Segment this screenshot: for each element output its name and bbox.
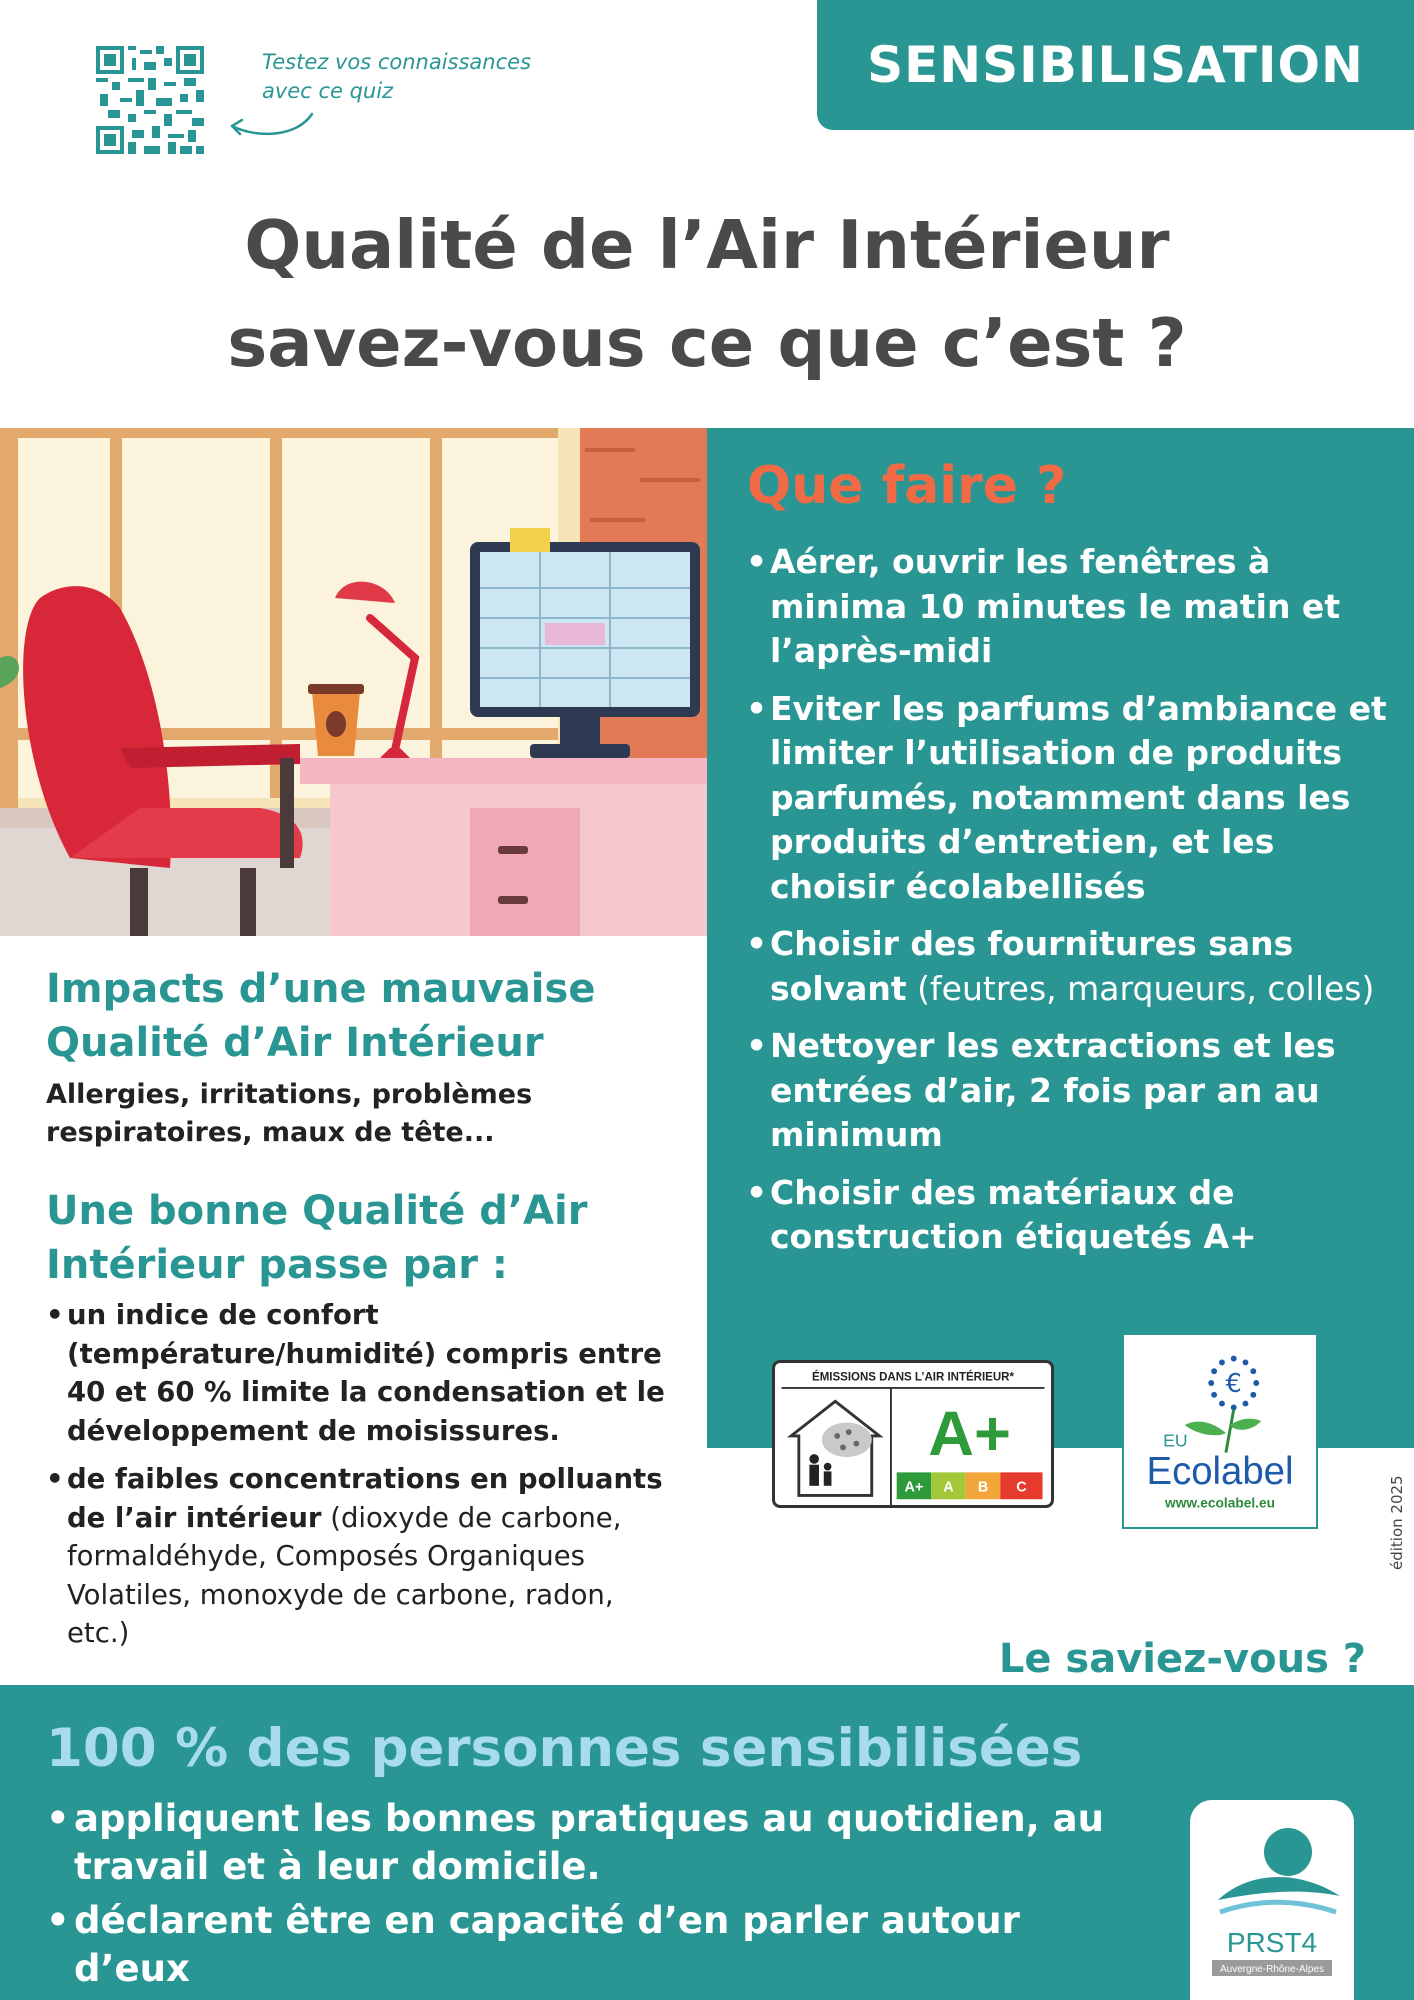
item-bold: Choisir des fournitures sans solvant (770, 924, 1294, 1008)
list-item (46, 1296, 666, 1450)
scale-c: C (1016, 1479, 1027, 1496)
arrow-icon (226, 108, 316, 142)
stat-heading: 100 % des personnes sensibilisées (46, 1718, 1083, 1779)
office-illustration (0, 428, 707, 936)
item-bold: Eviter les parfums d’ambiance et limiter l’utilisation de produits parfumés, notamment dans les produits d’entretien, et les choisir écolabellisés (770, 688, 1387, 906)
eco-eu: EU (1163, 1430, 1188, 1451)
impacts-text: Allergies, irritations, problèmes respiratoires, maux de tête... (46, 1079, 533, 1148)
good-air-list (46, 1296, 666, 1663)
item-bold: de faibles concentrations en polluants de l’air intérieur (67, 1463, 663, 1534)
title-line-1: Qualité de l’Air Intérieur (244, 206, 1170, 284)
eco-name: Ecolabel (1146, 1449, 1294, 1493)
list-item (746, 922, 1396, 1011)
quiz-line-1: Testez vos connaissances (262, 50, 532, 74)
good-air-heading: Une bonne Qualité d’Air Intérieur passe par : (46, 1188, 588, 1288)
item-bold: Nettoyer les extractions et les entrées d’air, 2 fois par an au minimum (770, 1026, 1336, 1154)
scale-b: B (977, 1479, 989, 1496)
emissions-label (772, 1360, 1054, 1508)
list-item: • déclarent être en capacité d’en parler autour d’eux (46, 1897, 1146, 1993)
quiz-invitation (262, 48, 531, 106)
section-tag: SENSIBILISATION (817, 0, 1414, 130)
list-item (746, 1024, 1396, 1158)
scale-aplus: A+ (904, 1479, 924, 1496)
item-bold: un indice de confort (température/humidité) compris entre 40 et 60 % limite la condensation et le développement de moisissures. (67, 1299, 665, 1447)
euro-symbol-icon: € (1225, 1368, 1242, 1399)
quiz-line-2: avec ce quiz (262, 79, 394, 103)
prst-region: Auvergne-Rhône-Alpes (1220, 1964, 1324, 1975)
list-item (746, 687, 1396, 910)
title-line-2: savez-vous ce que c’est ? (227, 304, 1187, 382)
prst-logo-box (1190, 1800, 1354, 2000)
prst-name: PRST4 (1226, 1927, 1318, 1958)
item-bold: Aérer, ouvrir les fenêtres à minima 10 minutes le matin et l’après-midi (770, 542, 1341, 670)
actions-list (746, 540, 1396, 1273)
did-you-know-heading: Le saviez-vous ? (998, 1636, 1366, 1682)
prst-logo (1190, 1800, 1354, 2000)
page-title (0, 196, 1414, 392)
impacts-heading: Impacts d’une mauvaise Qualité d’Air Intérieur (46, 966, 596, 1066)
list-item: • appliquent les bonnes pratiques au quotidien, au travail et à leur domicile. (46, 1795, 1146, 1891)
emissions-label-header: ÉMISSIONS DANS L’AIR INTÉRIEUR* (812, 1371, 1014, 1384)
scale-a: A (943, 1479, 954, 1496)
qr-code-icon[interactable] (96, 46, 204, 154)
item-light: (dioxyde de carbone, formaldéhyde, Composés Organiques Volatiles, monoxyde de carbone, radon, etc.) (67, 1501, 622, 1649)
aplus-grade: A+ (928, 1399, 1011, 1470)
list-item (746, 1171, 1396, 1260)
actions-heading: Que faire ? (747, 456, 1067, 516)
stat-list (46, 1795, 1146, 1999)
item-bold: Choisir des matériaux de construction étiquetés A+ (770, 1172, 1257, 1256)
eco-url: www.ecolabel.eu (1165, 1495, 1275, 1511)
item-light: (feutres, marqueurs, colles) (906, 968, 1375, 1008)
edition-note: édition 2025 (1388, 1475, 1406, 1570)
list-item (746, 540, 1396, 674)
list-item (46, 1460, 666, 1653)
ecolabel-logo (1122, 1333, 1318, 1529)
